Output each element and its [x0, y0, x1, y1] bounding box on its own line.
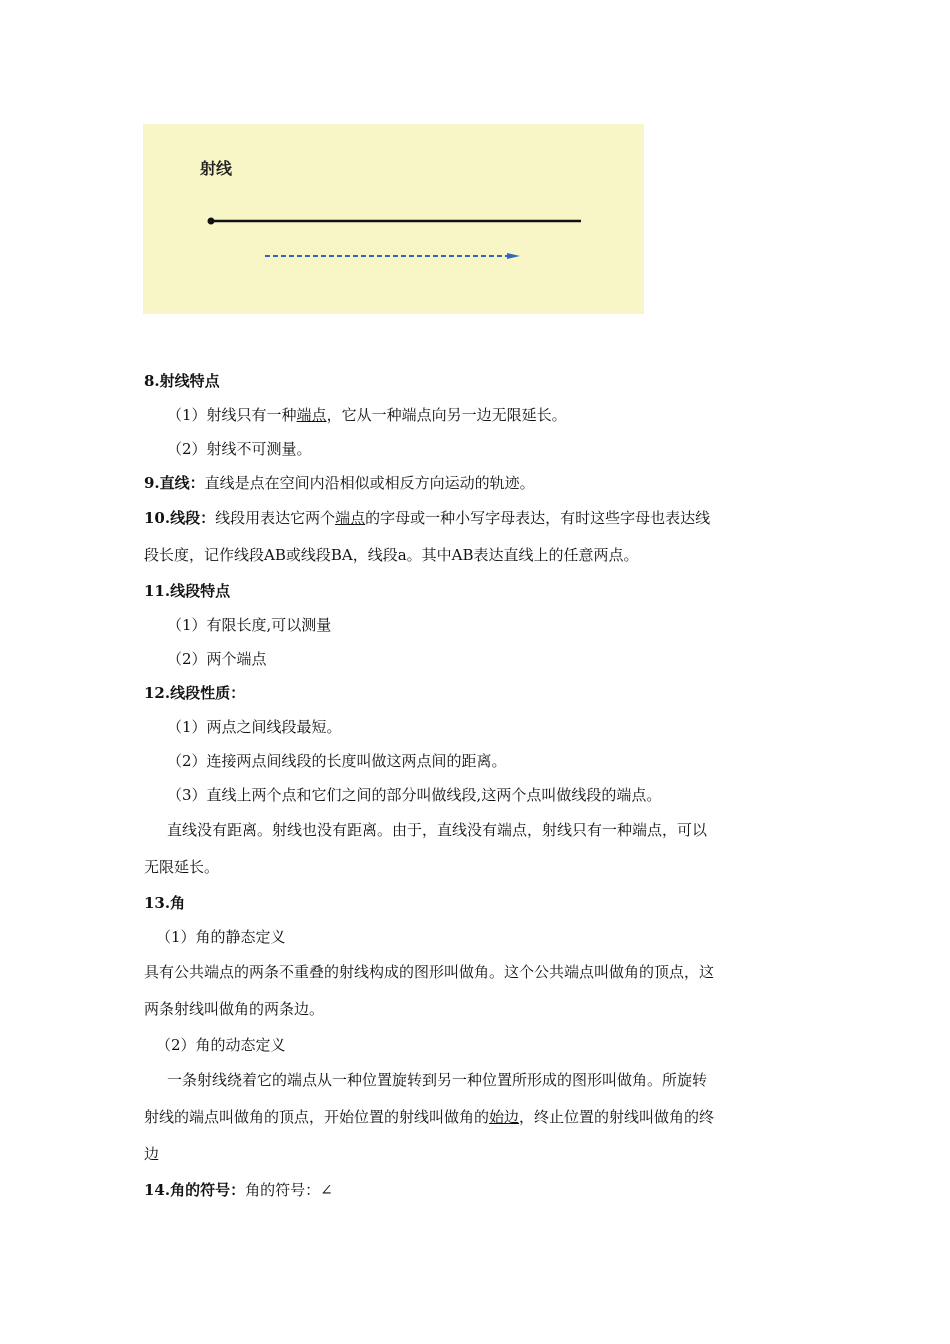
underlined-term: 端点	[296, 406, 327, 424]
section-14	[144, 1173, 814, 1207]
section-10-line-2: 段长度，记作线段AB或线段BA，线段a。其中AB表达直线上的任意两点。	[144, 546, 639, 564]
underlined-term: 始边	[489, 1108, 520, 1126]
section-11-point-1: （1）有限长度,可以测量	[167, 616, 332, 634]
section-13-text-1-line-1: 具有公共端点的两条不重叠的射线构成的图形叫做角。这个公共端点叫做角的顶点，这	[144, 963, 715, 981]
section-12-point-1: （1）两点之间线段最短。	[167, 718, 342, 736]
section-13-sub-1: （1）角的静态定义	[156, 928, 286, 946]
direction-arrow-head	[507, 253, 520, 259]
ray-figure	[143, 124, 644, 314]
underlined-term: 端点	[335, 509, 366, 527]
section-11-title: 11.线段特点	[144, 582, 231, 600]
section-13-sub-2: （2）角的动态定义	[156, 1036, 286, 1054]
section-9	[144, 466, 814, 500]
section-10-line-1	[144, 500, 814, 537]
section-13-text-2-line-2	[144, 1099, 814, 1136]
section-8-title: 8.射线特点	[144, 372, 220, 390]
section-8-point-1	[144, 398, 814, 432]
text: （1）射线只有一种	[167, 406, 297, 424]
document-body	[144, 364, 814, 1207]
text: ，终止位置的射线叫做角的终	[519, 1108, 715, 1126]
section-12-paragraph-line-2: 无限延长。	[144, 858, 220, 876]
section-12-point-3: （3）直线上两个点和它们之间的部分叫做线段,这两个点叫做线段的端点。	[167, 786, 662, 804]
text: 射线的端点叫做角的顶点，开始位置的射线叫做角的	[144, 1108, 490, 1126]
section-12-title: 12.线段性质：	[144, 684, 246, 702]
section-12-paragraph-line-1: 直线没有距离。射线也没有距离。由于，直线没有端点，射线只有一种端点，可以	[167, 821, 708, 839]
section-8-point-2: （2）射线不可测量。	[167, 440, 312, 458]
text: 直线是点在空间内沿相似或相反方向运动的轨迹。	[204, 474, 535, 492]
section-label: 9.直线：	[144, 474, 205, 492]
ray-diagram	[143, 124, 644, 314]
section-12-point-2: （2）连接两点间线段的长度叫做这两点间的距离。	[167, 752, 507, 770]
text: 线段用表达它两个	[215, 509, 336, 527]
section-label: 10.线段：	[144, 509, 216, 527]
section-11-point-2: （2）两个端点	[167, 650, 267, 668]
section-13-text-2-line-3: 边	[144, 1145, 160, 1163]
figure-title: 射线	[200, 159, 233, 178]
section-13-text-1-line-2: 两条射线叫做角的两条边。	[144, 1000, 325, 1018]
section-13-text-2-line-1: 一条射线绕着它的端点从一种位置旋转到另一种位置所形成的图形叫做角。所旋转	[167, 1071, 708, 1089]
section-13-title: 13.角	[144, 894, 186, 912]
text: 角的符号：∠	[245, 1181, 333, 1199]
text: 的字母或一种小写字母表达，有时这些字母也表达线	[365, 509, 711, 527]
section-label: 14.角的符号：	[144, 1181, 246, 1199]
text: ，它从一种端点向另一边无限延长。	[326, 406, 567, 424]
